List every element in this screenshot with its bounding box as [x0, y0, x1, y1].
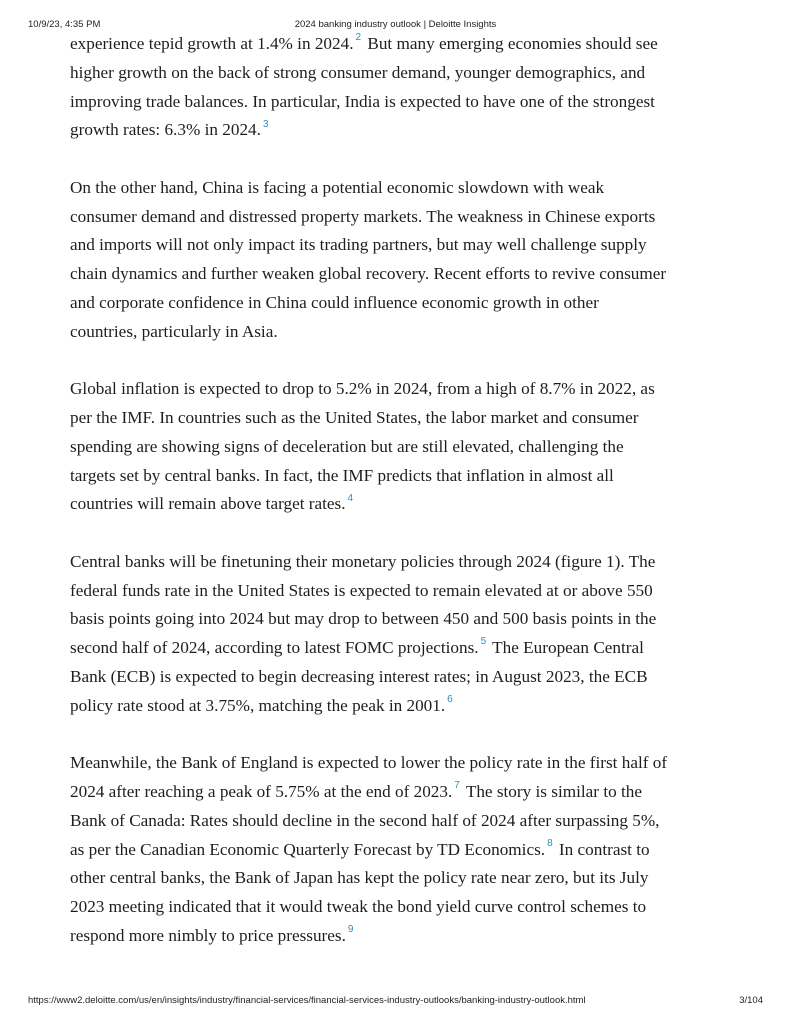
text-line: countries will remain above target rates. $^4$	[70, 492, 354, 514]
text-line: other central banks, the Bank of Japan has kept the policy rate near zero, but its July	[70, 868, 649, 888]
text-line: Global inflation is expected to drop to 5.2% in 2024, from a high of 8.7% in 2022, as	[70, 379, 655, 399]
footnote-link[interactable]: 9	[347, 924, 354, 936]
paragraph-other-banks	[70, 749, 730, 951]
footnote-link[interactable]: 3	[262, 118, 269, 130]
paragraph-inflation	[70, 375, 730, 519]
print-page-title: 2024 banking industry outlook | Deloitte Insights	[294, 19, 497, 30]
text-line: Central banks will be finetuning their monetary policies through 2024 (figure 1). The	[70, 551, 656, 571]
text-line: chain dynamics and further weaken global recovery. Recent efforts to revive consumer	[70, 264, 667, 284]
paragraph-growth	[70, 30, 730, 145]
text-line: as per the Canadian Economic Quarterly Forecast by TD Economics. $^8$ In contrast to	[70, 837, 650, 859]
text-line: Meanwhile, the Bank of England is expected to lower the policy rate in the first half of	[70, 753, 668, 773]
paragraph-central-banks	[70, 548, 730, 721]
print-datetime: 10/9/23, 4:35 PM	[28, 19, 101, 30]
text-line: and corporate confidence in China could influence economic growth in other	[70, 292, 599, 312]
page-number: 3/104	[739, 995, 763, 1006]
text-line: per the IMF. In countries such as the United States, the labor market and consumer	[70, 407, 639, 427]
text-line: policy rate stood at 3.75%, matching the peak in 2001. $^6$	[70, 693, 453, 715]
text-line: growth rates: 6.3% in 2024. $^3$	[70, 118, 269, 140]
footnote-link[interactable]: 5	[480, 636, 487, 648]
text-line: basis points going into 2024 but may drop to between 450 and 500 basis points in the	[70, 609, 657, 629]
text-line: federal funds rate in the United States is expected to remain elevated at or above 550	[70, 580, 653, 600]
text-line: second half of 2024, according to latest FOMC projections. $^5$ The European Central	[70, 636, 644, 658]
text-line: 2024 after reaching a peak of 5.75% at the end of 2023. $^7$ The story is similar to the	[70, 780, 642, 801]
article-body	[70, 30, 730, 979]
footnote-link[interactable]: 2	[355, 32, 362, 44]
paragraph-china	[70, 174, 730, 347]
footnote-link[interactable]: 8	[547, 837, 553, 849]
print-footer	[0, 995, 791, 1009]
text-line: and imports will not only impact its trading partners, but may well challenge supply	[70, 235, 647, 255]
text-line: higher growth on the back of strong consumer demand, younger demographics, and	[70, 62, 646, 82]
text-line: Bank of Canada: Rates should decline in the second half of 2024 after surpassing 5%,	[70, 810, 660, 830]
text-line: experience tepid growth at 1.4% in 2024. $^2$ But many emerging economies should see	[70, 32, 658, 53]
text-line: respond more nimbly to price pressures. $^9$	[70, 924, 354, 945]
text-line: targets set by central banks. In fact, the IMF predicts that inflation in almost all	[70, 465, 614, 485]
text-line: 2023 meeting indicated that it would tweak the bond yield curve control schemes to	[70, 897, 647, 917]
page-url: https://www2.deloitte.com/us/en/insights/industry/financial-services/financial-services-industry-outlooks/banking-industry-outlook.html	[28, 995, 586, 1006]
footnote-link[interactable]: 6	[447, 693, 453, 705]
text-line: consumer demand and distressed property markets. The weakness in Chinese exports	[70, 206, 656, 226]
text-line: countries, particularly in Asia.	[70, 321, 278, 341]
text-line: spending are showing signs of deceleration but are still elevated, challenging the	[70, 436, 624, 456]
footnote-link[interactable]: 4	[347, 492, 354, 504]
footnote-link[interactable]: 7	[454, 780, 460, 792]
text-line: Bank (ECB) is expected to begin decreasing interest rates; in August 2023, the ECB	[70, 666, 648, 686]
text-line: On the other hand, China is facing a potential economic slowdown with weak	[70, 177, 605, 197]
text-line: improving trade balances. In particular, India is expected to have one of the strongest	[70, 91, 655, 111]
